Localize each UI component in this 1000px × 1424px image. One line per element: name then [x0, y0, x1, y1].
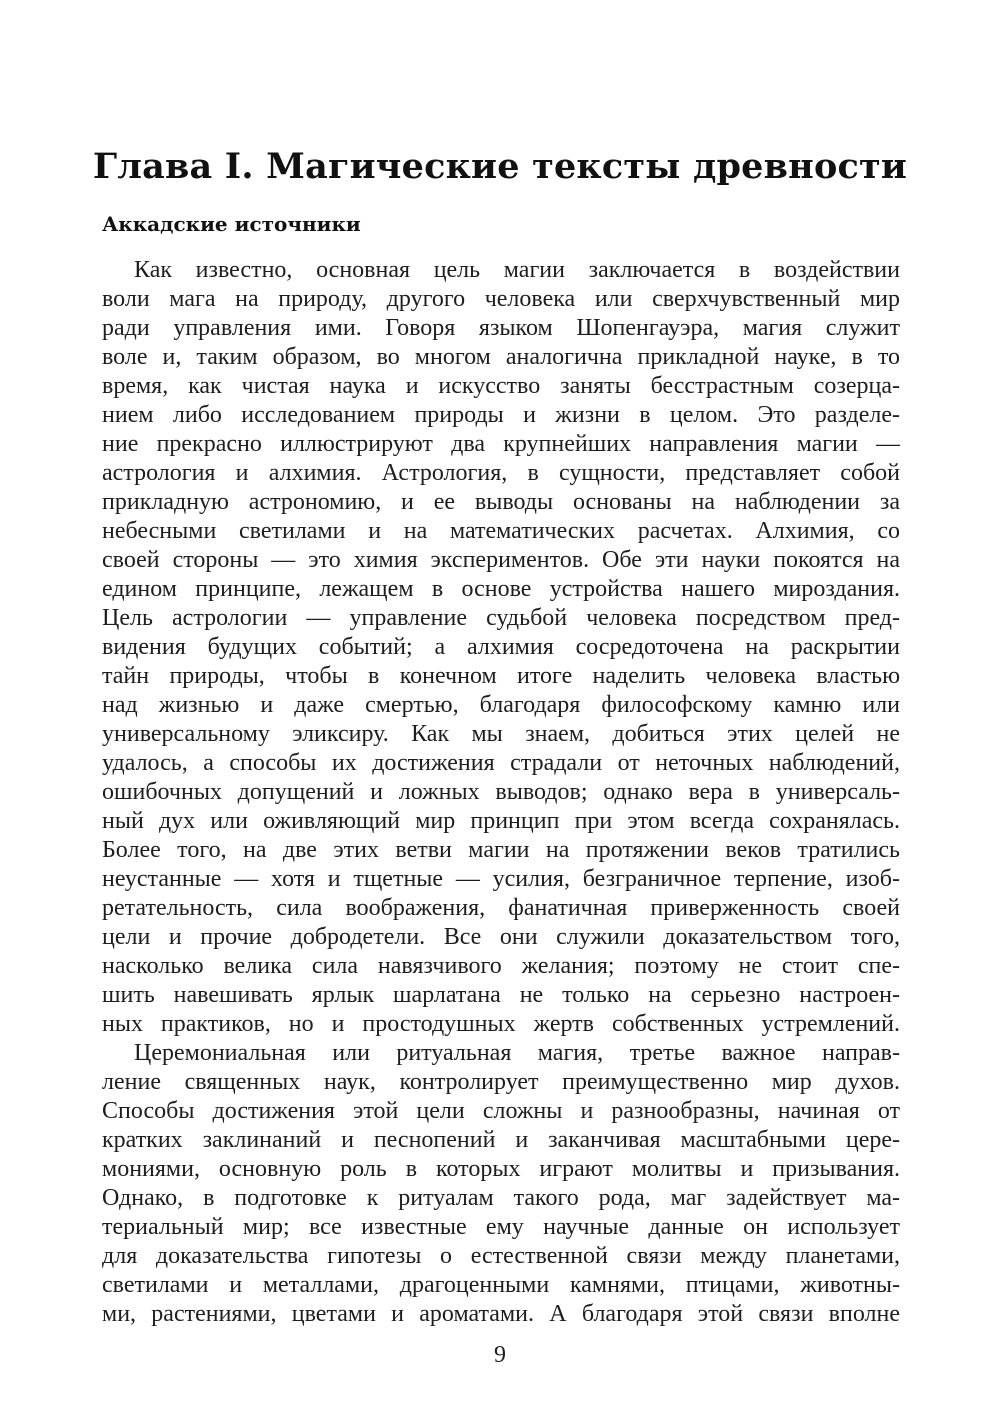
- text-line: ных практиков, но и простодушных жертв собственных устремлений.: [102, 1011, 900, 1037]
- text-line: Более того, на две этих ветви магии на протяжении веков тратились: [102, 837, 900, 863]
- text-line: воле и, таким образом, во многом аналогична прикладной науке, в то: [102, 344, 900, 370]
- text-line: нием либо исследованием природы и жизни в целом. Это разделе-: [102, 402, 900, 428]
- page-number: 9: [494, 1342, 506, 1368]
- text-line: мониями, основную роль в которых играют молитвы и призывания.: [102, 1156, 900, 1182]
- text-line: ради управления ими. Говоря языком Шопенгауэра, магия служит: [102, 315, 900, 341]
- text-line: время, как чистая наука и искусство заняты бесстрастным созерца-: [102, 373, 900, 399]
- text-line: астрология и алхимия. Астрология, в сущности, представляет собой: [102, 460, 900, 486]
- text-line: едином принципе, лежащем в основе устройства нашего мироздания.: [102, 576, 900, 602]
- text-line: воли мага на природу, другого человека или сверхчувственный мир: [102, 286, 900, 312]
- text-line: над жизнью и даже смертью, благодаря философскому камню или: [102, 692, 900, 718]
- text-line: тайн природы, чтобы в конечном итоге наделить человека властью: [102, 663, 900, 689]
- text-line: Церемониальная или ритуальная магия, третье важное направ-: [134, 1040, 900, 1066]
- text-line: удалось, а способы их достижения страдали от неточных наблюдений,: [102, 750, 900, 776]
- text-line: ление священных наук, контролирует преимущественно мир духов.: [102, 1069, 900, 1095]
- text-line: цели и прочие добродетели. Все они служили доказательством того,: [102, 924, 900, 950]
- text-line: шить навешивать ярлык шарлатана не только на серьезно настроен-: [102, 982, 900, 1008]
- paragraph: [102, 1039, 900, 1329]
- text-line: ный дух или оживляющий мир принцип при этом всегда сохранялась.: [102, 808, 900, 834]
- text-line: универсальному эликсиру. Как мы знаем, добиться этих целей не: [102, 721, 900, 747]
- text-line: Однако, в подготовке к ритуалам такого рода, маг задействует ма-: [102, 1185, 900, 1211]
- body-text: [102, 256, 900, 1329]
- text-line: Способы достижения этой цели сложны и разнообразны, начиная от: [102, 1098, 900, 1124]
- text-line: насколько велика сила навязчивого желания; поэтому не стоит спе-: [102, 953, 900, 979]
- text-line: для доказательства гипотезы о естественной связи между планетами,: [102, 1243, 900, 1269]
- text-line: кратких заклинаний и песнопений и заканчивая масштабными цере-: [102, 1127, 900, 1153]
- chapter-title: Глава I. Магические тексты древности: [92, 146, 908, 187]
- text-line: териальный мир; все известные ему научные данные он использует: [102, 1214, 900, 1240]
- text-line: ми, растениями, цветами и ароматами. А благодаря этой связи вполне: [102, 1301, 900, 1327]
- text-line: Цель астрологии — управление судьбой человека посредством пред-: [102, 605, 900, 631]
- text-line: неустанные — хотя и тщетные — усилия, безграничное терпение, изоб-: [102, 866, 900, 892]
- text-line: ние прекрасно иллюстрируют два крупнейших направления магии —: [102, 431, 900, 457]
- paragraph: [102, 256, 900, 1039]
- text-line: своей стороны — это химия экспериментов. Обе эти науки покоятся на: [102, 547, 900, 573]
- text-line: ошибочных допущений и ложных выводов; однако вера в универсаль-: [102, 779, 900, 805]
- text-line: Как известно, основная цель магии заключается в воздействии: [134, 257, 900, 283]
- text-line: видения будущих событий; а алхимия сосредоточена на раскрытии: [102, 634, 900, 660]
- text-line: светилами и металлами, драгоценными камнями, птицами, животны-: [102, 1272, 900, 1298]
- text-line: ретательность, сила воображения, фанатичная приверженность своей: [102, 895, 900, 921]
- text-line: прикладную астрономию, и ее выводы основаны на наблюдении за: [102, 489, 900, 515]
- text-line: небесными светилами и на математических расчетах. Алхимия, со: [102, 518, 900, 544]
- section-title: Аккадские источники: [102, 212, 361, 236]
